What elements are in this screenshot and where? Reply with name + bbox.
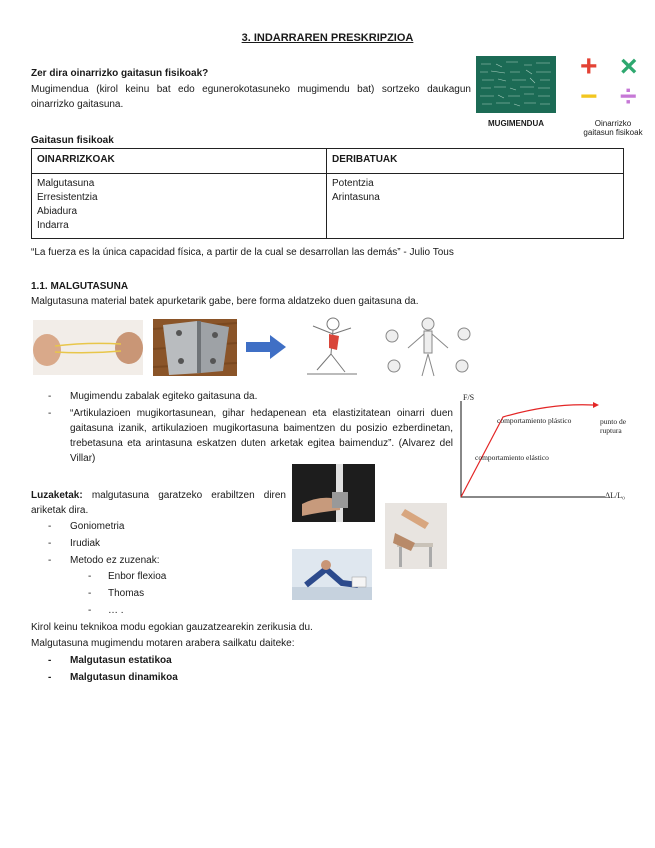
list-item: - Enbor flexioa <box>31 569 291 584</box>
intro-answer: Mugimendua (kirol keinu bat edo egunerokotasuneko mugimendu bat) sortzeko daukagun oinarrizko gaitasuna. <box>31 84 471 110</box>
capacities-table <box>31 148 624 239</box>
page-title: 3. INDARRAREN PRESKRIPZIOA <box>241 32 414 44</box>
minus-icon: − <box>580 80 598 113</box>
indirect-methods-list <box>31 569 291 618</box>
graph-elastic-label: comportamiento elástico <box>475 453 549 462</box>
chalkboard-image <box>476 56 556 113</box>
measure-label: Luzaketak: <box>31 490 83 501</box>
rubber-band-image <box>33 320 143 375</box>
section-definition: Malgutasuna material batek apurketarik gabe, bere forma aldatzeko duen gaitasuna da. <box>31 296 419 307</box>
list-item: - Mugimendu zabalak egiteko gaitasuna da. <box>31 389 453 404</box>
table-header-basic: OINARRIZKOAK <box>32 149 327 174</box>
closing-line-1: Kirol keinu teknikoa modu egokian gauzatzearekin zerikusia du. <box>31 622 313 633</box>
arrow-right-icon <box>246 335 286 362</box>
graph-plastic-label: comportamiento plástico <box>497 416 572 425</box>
table-cell-derived <box>327 174 624 239</box>
skeleton-image <box>378 314 476 380</box>
divide-icon: ÷ <box>620 80 637 113</box>
graph-rupture-label: punto de ruptura <box>600 417 627 435</box>
math-caption: Oinarrizko gaitasun fisikoak <box>583 119 643 137</box>
list-item: - Thomas <box>31 586 291 601</box>
sit-and-reach-photo <box>292 549 372 600</box>
list-item: Arintasuna <box>332 192 380 203</box>
stress-strain-graph <box>455 393 635 505</box>
types-list <box>31 653 331 685</box>
list-item: - Malgutasun estatikoa <box>31 653 331 668</box>
table-heading: Gaitasun fisikoak <box>31 135 114 146</box>
list-item: - Irudiak <box>31 536 291 551</box>
measure-list <box>31 519 291 568</box>
definition-list <box>31 389 453 466</box>
plus-icon: + <box>580 50 598 83</box>
table-cell-basic <box>32 174 327 239</box>
chalkboard-caption: MUGIMENDUA <box>488 119 544 128</box>
list-item: Abiadura <box>37 206 78 217</box>
list-item: Malgutasuna <box>37 178 95 189</box>
list-item: - Goniometria <box>31 519 291 534</box>
list-item: - … . <box>31 603 291 618</box>
list-item: - Metodo ez zuzenak: <box>31 553 291 568</box>
section-heading: 1.1. MALGUTASUNA <box>31 281 129 292</box>
table-header-derived: DERIBATUAK <box>327 149 624 174</box>
times-icon: × <box>620 50 638 83</box>
graph-x-label: ΔL/L₀ <box>605 491 625 500</box>
list-item: - Malgutasun dinamikoa <box>31 670 331 685</box>
hinge-image <box>153 319 237 376</box>
list-item: - “Artikulazioen mugikortasunean, gihar hedapenean eta elastizitatean oinarri duen gaitasuna izanik, artikulazioen mugikortasuna baimentzen du posizio ezberdinetan, trebetasuna eta arintasuna eskatzen duten arketak egitea baimenduz”. (Alvarez del Villar) <box>31 406 453 466</box>
measure-text: malgutasuna garatzeko erabiltzen diren ariketak dira. <box>31 490 286 516</box>
list-item: Potentzia <box>332 178 374 189</box>
quote: “La fuerza es la única capacidad física, a partir de la cual se desarrollan las demás” - Julio Tous <box>31 247 454 258</box>
intro-question: Zer dira oinarrizko gaitasun fisikoak? <box>31 68 209 79</box>
closing-line-2: Malgutasuna mugimendu motaren arabera sailkatu daiteke: <box>31 638 295 649</box>
graph-y-label: F/S <box>463 393 475 402</box>
goniometer-photo <box>292 464 375 522</box>
list-item: Indarra <box>37 220 69 231</box>
leg-stretch-photo <box>385 503 447 569</box>
measure-paragraph <box>31 488 286 518</box>
stretching-figure-image <box>293 314 367 380</box>
list-item: Erresistentzia <box>37 192 98 203</box>
math-symbols-image <box>576 50 646 113</box>
